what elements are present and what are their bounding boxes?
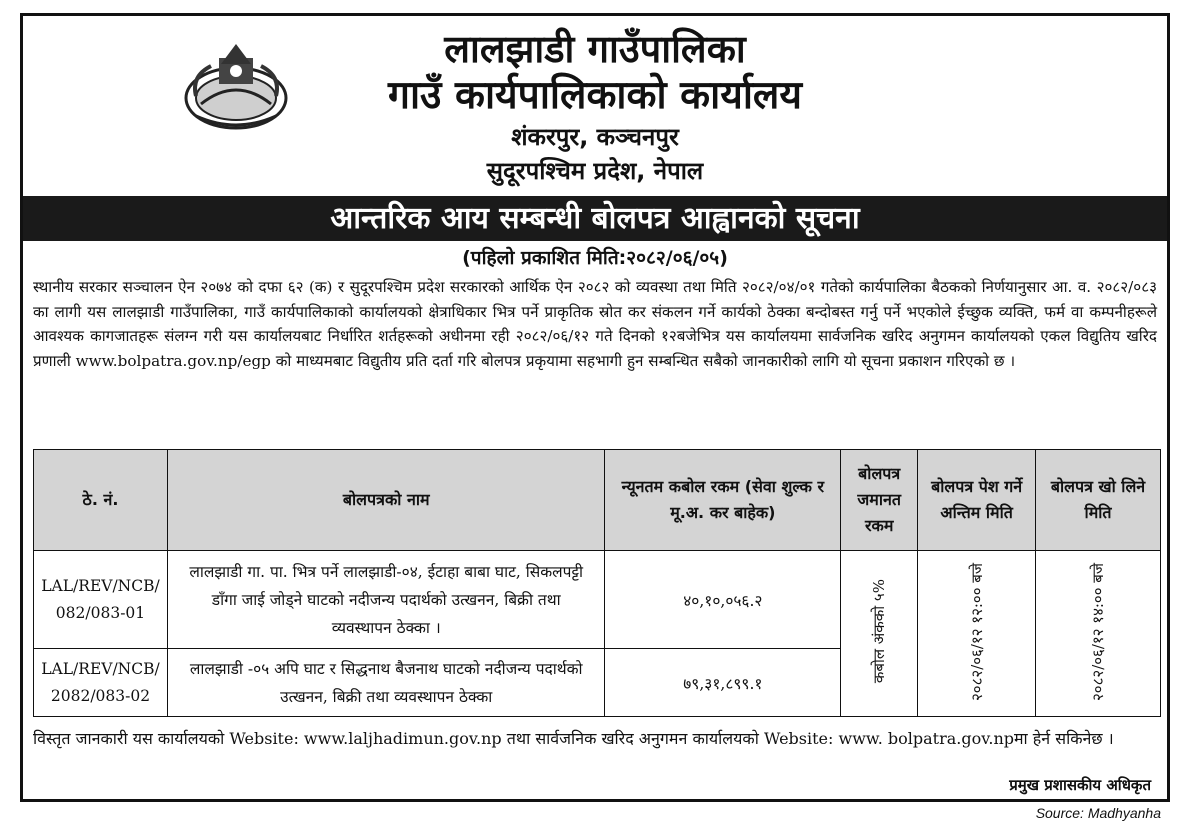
notice-title-banner: आन्तरिक आय सम्बन्धी बोलपत्र आह्वानको सूचना xyxy=(23,196,1167,241)
submission-deadline: २०८२/०६/१२ १२:०० बजे xyxy=(967,562,986,701)
office-titles xyxy=(23,26,1167,188)
notice-body: स्थानीय सरकार सञ्चालन ऐन २०७४ को दफा ६२ (क) र सुदूरपश्चिम प्रदेश सरकारको आर्थिक ऐन २०८२ को व्यवस्था तथा मिति २०८२/०४/०१ गतेको कार्यपालिका बैठकको निर्णयानुसार आ. व. २०८२/०८३ का लागी यस लालझाडी गाउँपालिका, गाउँ कार्यपालिकाको कार्यालयको क्षेत्राधिकार भित्र पर्ने प्राकृतिक स्रोत कर संकलन गर्ने कार्यको ठेक्का बन्दोबस्त गर्नु पर्ने भएकोले ईच्छुक व्यक्ति, फर्म वा कम्पनीहरूले आवश्यक कागजातहरू संलग्न गरी यस कार्यालयबाट निर्धारित शर्तहरूको अधीनमा रही २०८२/०६/१२ गते दिनको १२बजेभित्र यस कार्यालयमा सार्वजनिक खरिद अनुगमन कार्यालयको एकल विद्युतिय खरिद प्रणाली www.bolpatra.gov.np/egp को माध्यमबाट विद्युतीय प्रति दर्ता गरि बोलपत्र प्रकृयामा सहभागी हुन सम्बन्धित सबैको जानकारीको लागि यो सूचना प्रकाशन गरिएको छ । xyxy=(33,278,1157,370)
bid-guarantee-cell xyxy=(841,551,918,717)
submission-deadline-cell xyxy=(918,551,1036,717)
notice-frame xyxy=(20,13,1170,802)
header-bid-name: बोलपत्रको नाम xyxy=(167,450,605,551)
municipality-name: लालझाडी गाउँपालिका xyxy=(444,27,746,71)
header-minimum-amount: न्यूनतम कबोल रकम (सेवा शुल्क र मू.अ. कर बाहेक) xyxy=(605,450,841,551)
header-bid-guarantee: बोलपत्र जमानत रकम xyxy=(841,450,918,551)
office-name: गाउँ कार्यपालिकाको कार्यालय xyxy=(388,73,802,118)
office-location: शंकरपुर, कञ्चनपुर xyxy=(511,123,679,151)
header-contract-no: ठे. नं. xyxy=(34,450,168,551)
signatory: प्रमुख प्रशासकीय अधिकृत xyxy=(1009,776,1151,794)
minimum-amount: ४०,१०,०५६.२ xyxy=(605,551,841,649)
bid-table-header-row xyxy=(34,450,1161,551)
bid-guarantee: कबोल अंकको ५% xyxy=(870,579,889,684)
bid-name: लालझाडी गा. पा. भित्र पर्ने लालझाडी-०४, ईटाहा बाबा घाट, सिकलपट्टी डाँगा जाई जोड्ने घाटको नदीजन्य पदार्थको उत्खनन, बिक्री तथा व्यवस्थापन ठेक्का । xyxy=(167,551,605,649)
contract-ref: LAL/REV/NCB/ 082/083-01 xyxy=(34,551,168,649)
bid-table xyxy=(33,449,1161,717)
publication-date: (पहिलो प्रकाशित मिति:२०८२/०६/०५) xyxy=(462,247,728,269)
minimum-amount: ७९,३१,८९९.१ xyxy=(605,649,841,717)
opening-date-cell xyxy=(1036,551,1161,717)
office-province: सुदूरपश्चिम प्रदेश, नेपाल xyxy=(486,157,704,185)
source-credit: Source: Madhyanha xyxy=(1035,805,1161,821)
header-submission-deadline: बोलपत्र पेश गर्ने अन्तिम मिति xyxy=(918,450,1036,551)
notice-header xyxy=(23,16,1167,194)
footer-info: विस्तृत जानकारी यस कार्यालयको Website: www.laljhadimun.gov.np तथा सार्वजनिक खरिद अनुगमन कार्यालयको Website: www. bolpatra.gov.npमा हेर्न सकिनेछ । xyxy=(33,729,1114,748)
contract-ref: LAL/REV/NCB/ 2082/083-02 xyxy=(34,649,168,717)
bid-name: लालझाडी -०५ अपि घाट र सिद्धनाथ बैजनाथ घाटको नदीजन्य पदार्थको उत्खनन, बिक्री तथा व्यवस्थापन ठेक्का xyxy=(167,649,605,717)
opening-date: २०८२/०६/१२ १४:०० बजे xyxy=(1089,562,1108,701)
header-opening-date: बोलपत्र खो लिने मिति xyxy=(1036,450,1161,551)
table-row xyxy=(34,551,1161,649)
